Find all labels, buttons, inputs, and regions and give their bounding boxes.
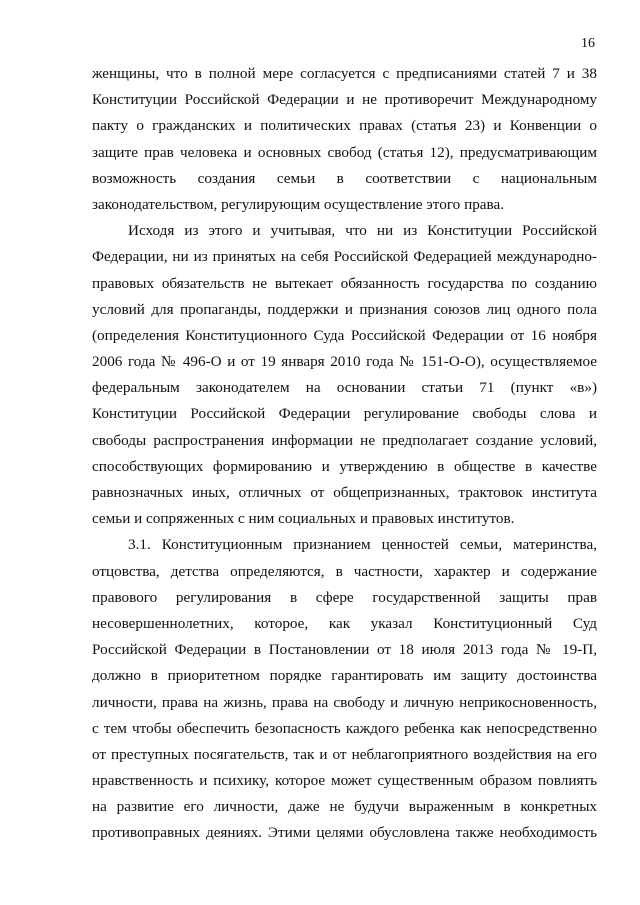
text-line: 3.1. Конституционным признанием ценностей семьи, материнства,	[128, 536, 597, 554]
text-line: законодательством, регулирующим осуществление этого права.	[92, 195, 505, 213]
text-line: женщины, что в полной мере согласуется с предписаниями статей 7 и 38	[92, 65, 597, 82]
text-line: от преступных посягательств, так и от неблагоприятного воздействия на его	[92, 745, 597, 763]
text-line: противоправных деяниях. Этими целями обусловлена также необходимость	[92, 824, 597, 842]
text-line: с тем чтобы обеспечить безопасность каждого ребенка как непосредственно	[92, 719, 597, 737]
text-line: нравственность и психику, которое может существенным образом повлиять	[92, 772, 597, 790]
text-line: пакту о гражданских и политических правах (статья 23) и Конвенции о	[92, 117, 597, 135]
paragraph-2	[92, 218, 597, 532]
paragraph-3	[92, 532, 597, 846]
text-line: Исходя из этого и учитывая, что ни из Конституции Российской	[128, 222, 597, 240]
text-line: свободы распространения информации не предполагает создание условий,	[92, 431, 597, 449]
text-line: (определения Конституционного Суда Российской Федерации от 16 ноября	[92, 326, 597, 344]
text-line: способствующих формированию и утверждению в обществе в качестве	[92, 457, 597, 475]
text-line: на развитие его личности, даже не будучи выраженным в конкретных	[92, 798, 597, 816]
text-line: Российской Федерации в Постановлении от 18 июля 2013 года № 19-П,	[92, 641, 597, 659]
text-line: 2006 года № 496-О и от 19 января 2010 года № 151-О-О), осуществляемое	[92, 353, 597, 371]
text-line: Конституции Российской Федерации регулирование свободы слова и	[92, 405, 597, 423]
text-line: несовершеннолетних, которое, как указал Конституционный Суд	[92, 614, 597, 632]
text-line: правовых обязательств не вытекает обязанность государства по созданию	[92, 274, 597, 292]
text-line: семьи и сопряженных с ним социальных и правовых институтов.	[92, 510, 515, 528]
text-line: защите прав человека и основных свобод (статья 12), предусматривающим	[92, 143, 597, 161]
text-line: возможность создания семьи в соответствии с национальным	[92, 169, 597, 187]
text-line: равнозначных иных, отличных от общепризнанных, трактовок института	[92, 484, 597, 501]
text-line: должно в приоритетном порядке гарантировать им защиту достоинства	[92, 667, 597, 685]
page-number: 16	[581, 36, 595, 51]
body-text	[92, 61, 597, 847]
text-line: условий для пропаганды, поддержки и признания союзов лиц одного пола	[92, 300, 597, 318]
text-line: Федерации, ни из принятых на себя Российской Федерацией международно-	[92, 248, 597, 266]
text-line: отцовства, детства определяются, в частности, характер и содержание	[92, 562, 597, 580]
text-line: личности, права на жизнь, права на свободу и личную неприкосновенность,	[92, 693, 597, 711]
text-line: федеральным законодателем на основании статьи 71 (пункт «в»)	[92, 379, 597, 397]
paragraph-1	[92, 61, 597, 218]
text-line: правового регулирования в сфере государственной защиты прав	[92, 588, 597, 606]
text-line: Конституции Российской Федерации и не противоречит Международному	[92, 91, 597, 109]
